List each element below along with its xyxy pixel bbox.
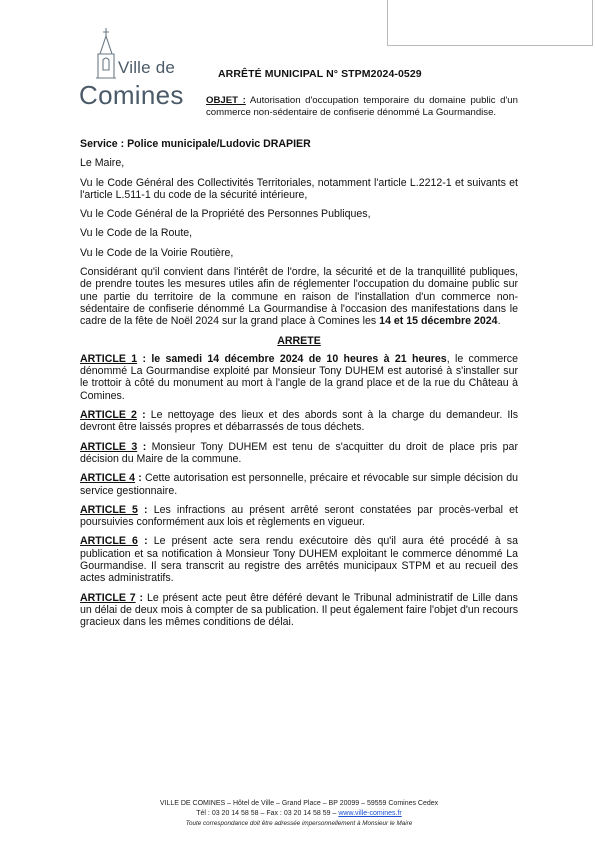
article-text: Monsieur Tony DUHEM est tenu de s'acquitter du droit de place pris par décision du Maire de la commune. [80, 440, 518, 465]
service-line: Service : Police municipale/Ludovic DRAPIER [80, 138, 311, 150]
article-text: Le nettoyage des lieux et des abords sont à la charge du demandeur. Ils devront être laissés propres et débarrassés de tous déchets. [80, 409, 518, 434]
article-label: ARTICLE 1 [80, 352, 138, 365]
article-text: , le commerce dénommé La Gourmandise exploité par Monsieur Tony DUHEM est autorisé à s'installer sur le trottoir à côté du monument au mort à l'angle de la grand place et de la rue du Château à Comines. [80, 352, 518, 402]
document-title: ARRÊTÉ MUNICIPAL N° STPM2024-0529 [218, 68, 422, 80]
article-label: ARTICLE 2 [80, 409, 137, 422]
article-text: Le présent acte peut être déféré devant le Tribunal administratif de Lille dans un délai de deux mois à compter de sa publication. Il peut également faire l'objet d'un recours gracieux dans les mêmes conditions de délai. [80, 591, 518, 629]
article-sep: : [137, 440, 152, 453]
footer-phone-fax: Tél : 03 20 14 58 58 – Fax : 03 20 14 58 59 – [196, 810, 339, 817]
article-label: ARTICLE 4 [80, 472, 136, 485]
article-sep: : [136, 409, 151, 422]
stamp-box [387, 0, 593, 46]
objet-block [206, 95, 518, 118]
considerant-dates: 14 et 15 décembre 2024 [379, 315, 498, 328]
article-2 [80, 409, 518, 434]
article-text: Le présent acte sera rendu exécutoire dès qu'il aura été procédé à sa publication et sa notification à Monsieur Tony DUHEM exploitant le commerce dénommé La Gourmandise. Il sera transcrit au registre des arrêtés municipaux STPM et au recueil des actes administratifs. [80, 535, 518, 585]
article-sep: : [135, 472, 145, 485]
article-1 [80, 353, 518, 402]
article-6 [80, 535, 518, 584]
vu-code-route: Vu le Code de la Route, [80, 227, 193, 240]
vu-cgct: Vu le Code Général des Collectivités Territoriales, notamment l'article L.2212-1 et suivants et l'article L.511-1 du code de la sécurité intérieure, [80, 176, 518, 201]
le-maire: Le Maire, [80, 157, 125, 170]
article-text: Cette autorisation est personnelle, précaire et révocable sur simple décision du service gestionnaire. [80, 472, 518, 497]
objet-text: Autorisation d'occupation temporaire du domaine public d'un commerce non-sédentaire de confiserie dénommé La Gourmandise. [206, 95, 518, 118]
considerant-text: Considérant qu'il convient dans l'intérêt de l'ordre, la sécurité et de la tranquillité publiques, de prendre toutes les mesures utiles afin de réglementer l'occupation du domaine public sur une partie du territoire de la commune en raison de l'installation d'un commerce non-sédentaire de confiserie dénommé La Gourmandise à l'occasion des manifestations dans le cadre de la fête de Noël 2024 sur la grand place à Comines les [80, 266, 518, 328]
article-7 [80, 592, 518, 629]
vu-code-voirie: Vu le Code de la Voirie Routière, [80, 246, 234, 259]
considerant-end: . [497, 315, 501, 328]
footer-note: Toute correspondance doit être adressée impersonnellement à Monsieur le Maire [185, 820, 413, 827]
article-sep: : [137, 535, 154, 548]
footer-address: VILLE DE COMINES – Hôtel de Ville – Grand Place – BP 20099 – 59559 Comines Cedex [159, 800, 439, 807]
article-sep: : [137, 352, 152, 365]
considerant [80, 266, 518, 327]
article-text: Les infractions au présent arrêté seront constatées par procès-verbal et poursuivies conformément aux lois et règlements en vigueur. [80, 503, 518, 529]
arrete-heading: ARRETE [277, 334, 321, 347]
article-4 [80, 472, 518, 497]
logo-text-ville: Ville de [118, 58, 176, 77]
footer [80, 799, 518, 829]
logo-text-comines: Comines [79, 80, 184, 110]
article-sep: : [135, 591, 147, 604]
article-label: ARTICLE 5 [80, 503, 138, 516]
article-label: ARTICLE 6 [80, 535, 138, 548]
article-3 [80, 441, 518, 466]
article-label: ARTICLE 3 [80, 440, 138, 453]
objet-label: OBJET : [206, 95, 246, 106]
article-sep: : [137, 503, 154, 516]
footer-contact [80, 809, 518, 819]
website-link[interactable]: www.ville-comines.fr [338, 810, 402, 817]
article-label: ARTICLE 7 [80, 591, 136, 604]
vu-cgppp: Vu le Code Général de la Propriété des Personnes Publiques, [80, 208, 371, 221]
article-bold: le samedi 14 décembre 2024 de 10 heures à 21 heures [151, 352, 447, 365]
article-5 [80, 504, 518, 529]
document-body [80, 138, 518, 636]
